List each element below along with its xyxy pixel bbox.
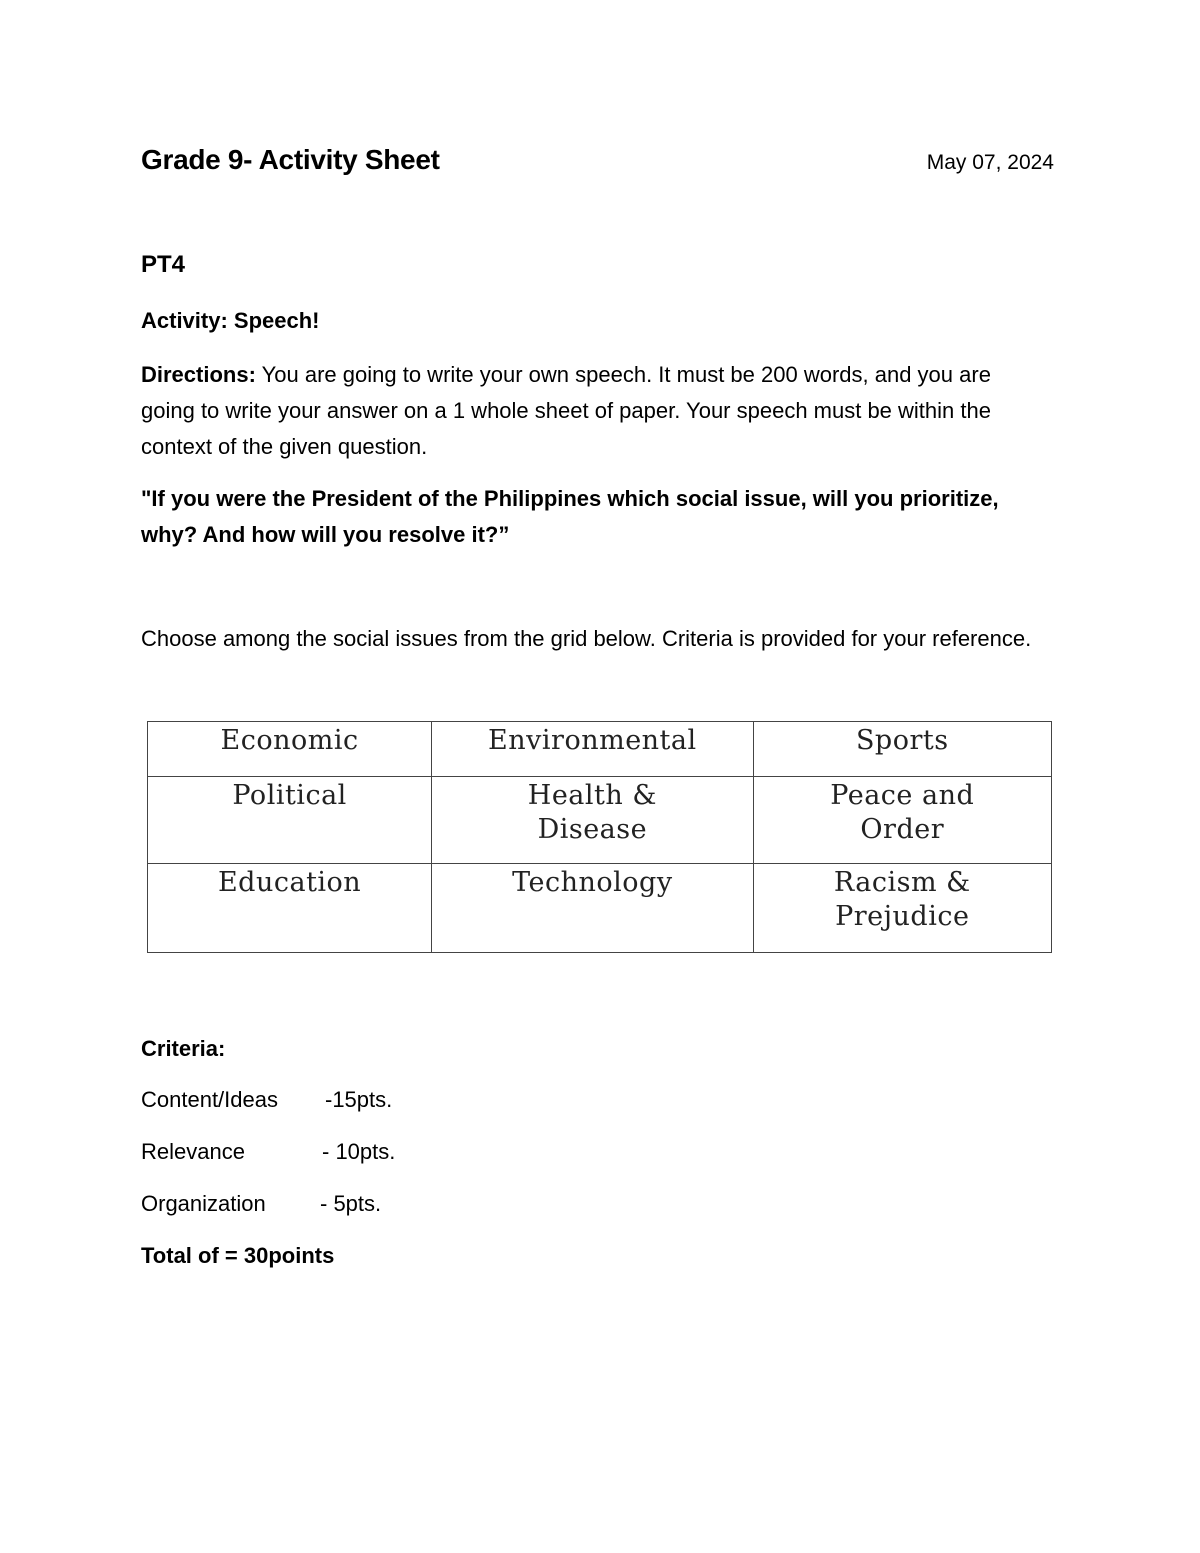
criteria-heading: Criteria: (141, 1036, 226, 1061)
grid-cell-economic: Economic (148, 722, 432, 777)
criteria-points: - 10pts. (322, 1139, 396, 1164)
date-label: May 07, 2024 (926, 151, 1054, 174)
grid-cell-text: Peace and Order (830, 780, 975, 845)
task-code: PT4 (141, 251, 186, 278)
criteria-points: - 5pts. (320, 1191, 382, 1216)
grid-cell-education: Education (148, 864, 432, 953)
grid-cell-political: Political (148, 777, 432, 864)
instruction-text: Choose among the social issues from the grid below. Criteria is provided for your reference. (141, 626, 1032, 651)
criteria-label: Content/Ideas (141, 1087, 278, 1112)
grid-cell-text: Health & Disease (527, 780, 657, 845)
grid-cell-text: Racism & Prejudice (833, 867, 971, 932)
grid-row (148, 722, 1052, 777)
grid-cell-environmental: Environmental (432, 722, 753, 777)
speech-question: "If you were the President of the Philippines which social issue, will you prioritize, why? And how will you resolve it?” (141, 486, 999, 547)
directions-text: You are going to write your own speech. It must be 200 words, and you are going to write your answer on a 1 whole sheet of paper. Your speech must be within the context of the given question. (141, 362, 991, 459)
social-issues-grid (147, 721, 1052, 953)
directions-paragraph (141, 357, 1041, 465)
page-title: Grade 9- Activity Sheet (141, 144, 440, 175)
criteria-points: -15pts. (325, 1087, 393, 1112)
directions-label: Directions: (141, 362, 256, 387)
criteria-label: Relevance (141, 1139, 245, 1164)
grid-cell-health-disease (432, 777, 753, 864)
grid-cell-sports: Sports (753, 722, 1051, 777)
grid-cell-peace-order (753, 777, 1051, 864)
activity-heading: Activity: Speech! (141, 308, 320, 333)
grid-row (148, 777, 1052, 864)
grid-row (148, 864, 1052, 953)
criteria-total: Total of = 30points (141, 1243, 335, 1268)
grid-cell-technology: Technology (432, 864, 753, 953)
grid-cell-racism-prejudice (753, 864, 1051, 953)
criteria-label: Organization (141, 1191, 266, 1216)
